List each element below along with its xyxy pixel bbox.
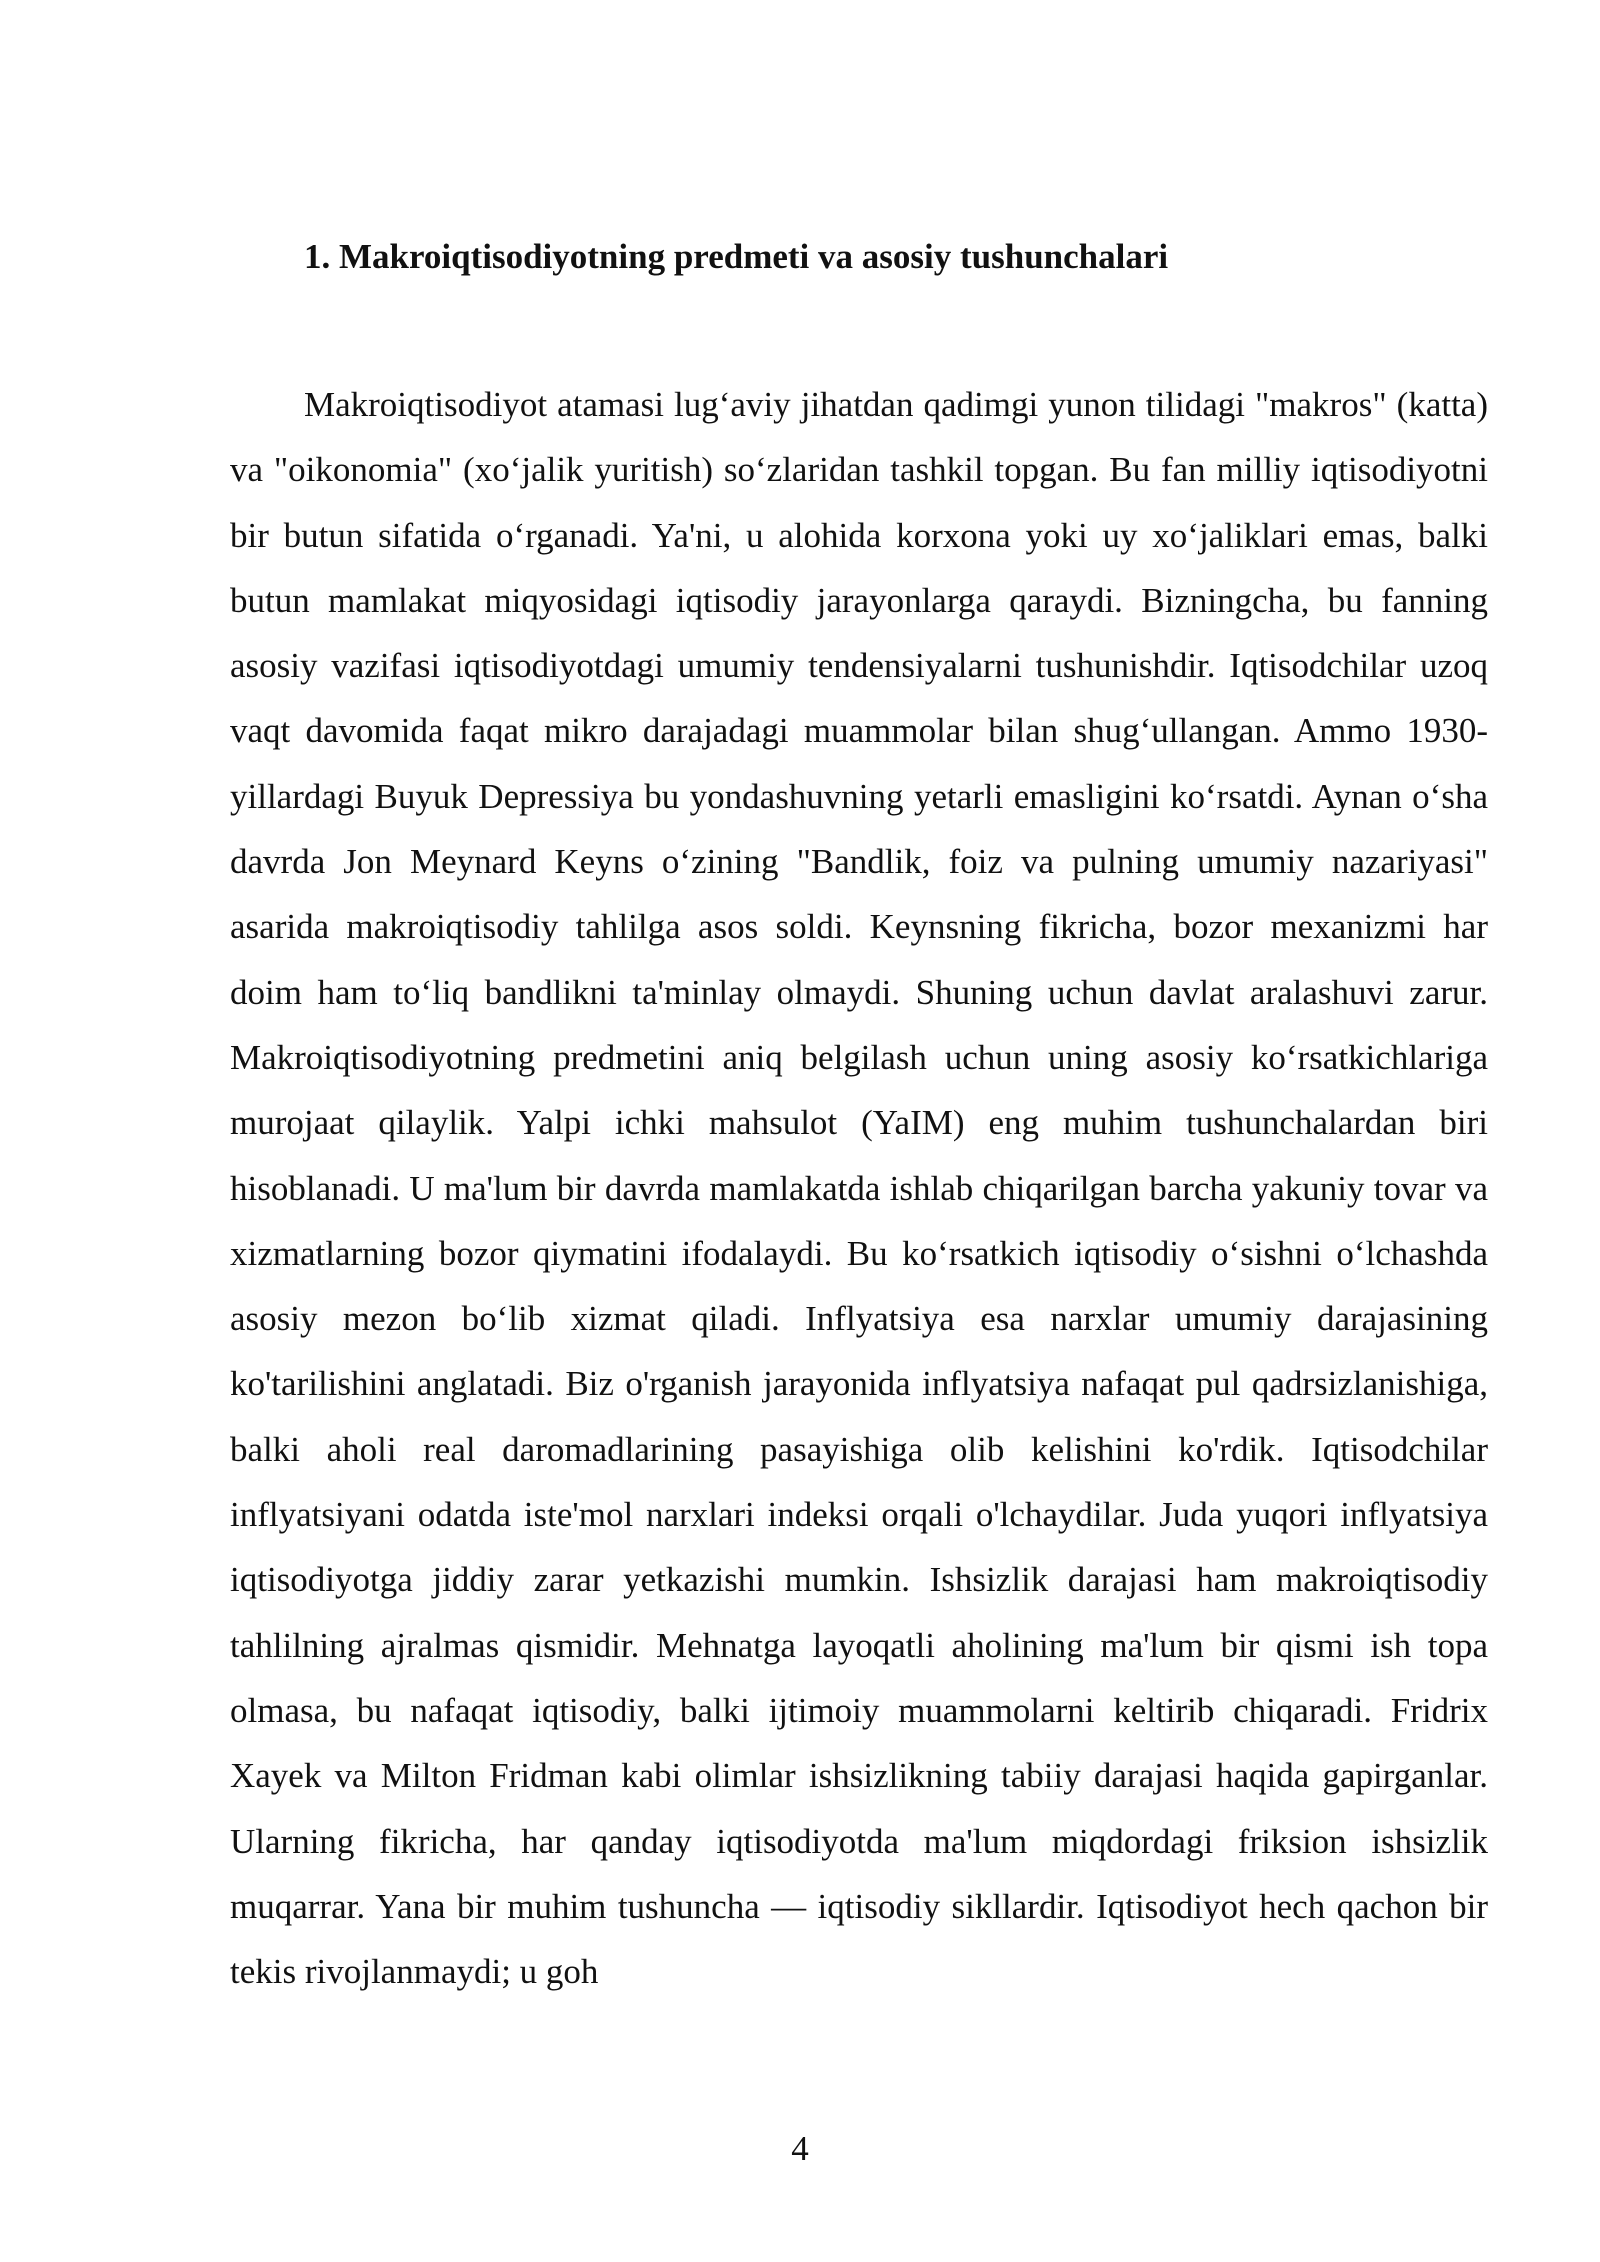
body-paragraph: Makroiqtisodiyot atamasi lug‘aviy jihatdan qadimgi yunon tilidagi "makros" (katta) va "oikonomia" (xo‘jalik yuritish) so‘zlaridan tashkil topgan. Bu fan milliy iqtisodiyotni bir butun sifatida o‘rganadi. Ya'ni, u alohida korxona yoki uy xo‘jaliklari emas, balki butun mamlakat miqyosidagi iqtisodiy jarayonlarga qaraydi. Bizningcha, bu fanning asosiy vazifasi iqtisodiyotdagi umumiy tendensiyalarni tushunishdir. Iqtisodchilar uzoq vaqt davomida faqat mikro darajadagi muammolar bilan shug‘ullangan. Ammo 1930-yillardagi Buyuk Depressiya bu yondashuvning yetarli emasligini ko‘rsatdi. Aynan o‘sha davrda Jon Meynard Keyns o‘zining "Bandlik, foiz va pulning umumiy nazariyasi" asarida makroiqtisodiy tahlilga asos soldi. Keynsning fikricha, bozor mexanizmi har doim ham to‘liq bandlikni ta'minlay olmaydi. Shuning uchun davlat aralashuvi zarur. Makroiqtisodiyotning predmetini aniq belgilash uchun uning asosiy ko‘rsatkichlariga murojaat qilaylik. Yalpi ichki mahsulot (YaIM) eng muhim tushunchalardan biri hisoblanadi. U ma'lum bir davrda mamlakatda ishlab chiqarilgan barcha yakuniy tovar va xizmatlarning bozor qiymatini ifodalaydi. Bu ko‘rsatkich iqtisodiy o‘sishni o‘lchashda asosiy mezon bo‘lib xizmat qiladi. Inflyatsiya esa narxlar umumiy darajasining ko'tarilishini anglatadi. Biz o'rganish jarayonida inflyatsiya nafaqat pul qadrsizlanishiga, balki aholi real daromadlarining pasayishiga olib kelishini ko'rdik. Iqtisodchilar inflyatsiyani odatda iste'mol narxlari indeksi orqali o'lchaydilar. Juda yuqori inflyatsiya iqtisodiyotga jiddiy zarar yetkazishi mumkin. Ishsizlik darajasi ham makroiqtisodiy tahlilning ajralmas qismidir. Mehnatga layoqatli aholining ma'lum bir qismi ish topa olmasa, bu nafaqat iqtisodiy, balki ijtimoiy muammolarni keltirib chiqaradi. Fridrix Xayek va Milton Fridman kabi olimlar ishsizlikning tabiiy darajasi haqida gapirganlar. Ularning fikricha, har qanday iqtisodiyotda ma'lum miqdordagi friksion ishsizlik muqarrar. Yana bir muhim tushuncha — iqtisodiy sikllardir. Iqtisodiyot hech qachon bir tekis rivojlanmaydi; u goh: [230, 385, 1488, 1992]
section-heading: 1. Makroiqtisodiyotning predmeti va asosiy tushunchalari: [304, 237, 1169, 276]
page-number: 4: [791, 2129, 809, 2168]
